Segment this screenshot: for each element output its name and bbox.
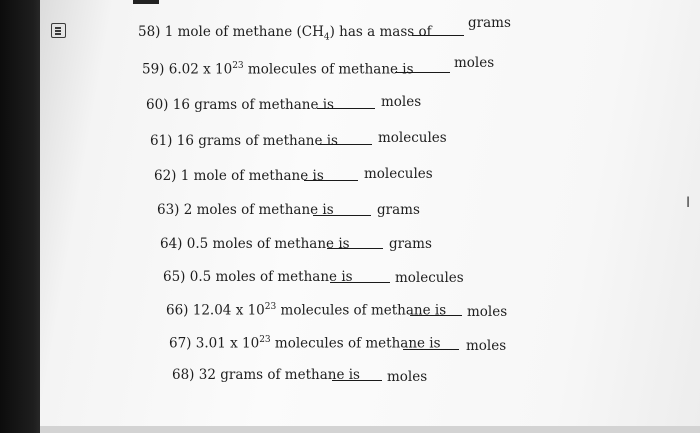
question-text: 16 grams of methane is xyxy=(176,133,338,149)
question-58 xyxy=(138,24,432,43)
answer-unit: molecules xyxy=(378,130,447,146)
question-number: 63) xyxy=(157,202,180,218)
answer-blank[interactable] xyxy=(318,144,372,145)
question-text: molecules of methane is xyxy=(270,335,441,352)
answer-blank[interactable] xyxy=(327,248,383,249)
answer-blank[interactable] xyxy=(304,180,358,181)
question-number: 62) xyxy=(154,168,177,184)
question-text: molecules of methane is xyxy=(243,61,414,78)
question-number: 60) xyxy=(146,97,169,113)
superscript: 23 xyxy=(259,335,271,345)
left-dark-frame xyxy=(0,0,42,433)
question-number: 59) xyxy=(142,61,165,78)
question-text: 6.02 x 10 xyxy=(168,61,233,78)
answer-unit: grams xyxy=(389,236,432,252)
answer-unit: moles xyxy=(381,94,422,110)
text-cursor-icon: I xyxy=(686,195,691,211)
answer-blank[interactable] xyxy=(330,282,390,283)
answer-blank[interactable] xyxy=(317,108,375,109)
page-bottom-edge xyxy=(40,426,700,433)
question-text: 0.5 moles of methane is xyxy=(186,236,350,252)
answer-blank[interactable] xyxy=(395,72,450,73)
question-number: 58) xyxy=(138,24,161,40)
answer-unit: moles xyxy=(466,338,507,354)
question-text: 2 moles of methane is xyxy=(183,202,334,218)
question-number: 61) xyxy=(150,133,173,149)
question-text: 1 mole of methane (CH xyxy=(164,24,324,40)
question-65 xyxy=(163,269,353,285)
question-text: molecules of methane is xyxy=(276,302,447,319)
question-63 xyxy=(157,202,334,218)
question-number: 64) xyxy=(160,236,183,252)
question-66 xyxy=(166,302,446,319)
question-number: 67) xyxy=(169,335,192,352)
question-62 xyxy=(154,168,324,184)
answer-blank[interactable] xyxy=(332,380,382,381)
question-number: 68) xyxy=(172,367,195,383)
question-text: ) has a mass of xyxy=(329,24,432,40)
question-text: 12.04 x 10 xyxy=(192,302,265,319)
question-text: 32 grams of methane is xyxy=(198,367,360,383)
answer-unit: moles xyxy=(454,55,495,71)
question-64 xyxy=(160,236,350,252)
answer-blank[interactable] xyxy=(403,349,459,350)
question-text: 16 grams of methane is xyxy=(172,97,334,113)
answer-blank[interactable] xyxy=(412,35,464,36)
superscript: 23 xyxy=(264,302,277,312)
question-61 xyxy=(150,133,338,149)
answer-unit: moles xyxy=(467,304,508,320)
list-icon-line xyxy=(55,27,61,29)
question-59 xyxy=(142,61,414,78)
question-text: 0.5 moles of methane is xyxy=(189,269,353,285)
question-number: 66) xyxy=(166,302,189,319)
subscript: 4 xyxy=(323,32,330,43)
list-icon-line xyxy=(55,33,61,35)
question-60 xyxy=(146,97,334,113)
answer-blank[interactable] xyxy=(313,215,371,216)
answer-unit: molecules xyxy=(395,270,464,286)
answer-blank[interactable] xyxy=(410,315,462,316)
answer-unit: moles xyxy=(387,369,428,385)
question-67 xyxy=(169,335,441,352)
question-text: 1 mole of methane is xyxy=(180,168,324,184)
superscript: 23 xyxy=(232,61,244,71)
list-icon[interactable] xyxy=(51,23,66,38)
question-text: 3.01 x 10 xyxy=(195,335,260,352)
list-icon-line xyxy=(55,30,61,32)
cropped-header-fragment xyxy=(133,0,159,4)
answer-unit: grams xyxy=(468,15,511,31)
answer-unit: molecules xyxy=(364,166,433,182)
answer-unit: grams xyxy=(377,202,420,218)
question-number: 65) xyxy=(163,269,186,285)
